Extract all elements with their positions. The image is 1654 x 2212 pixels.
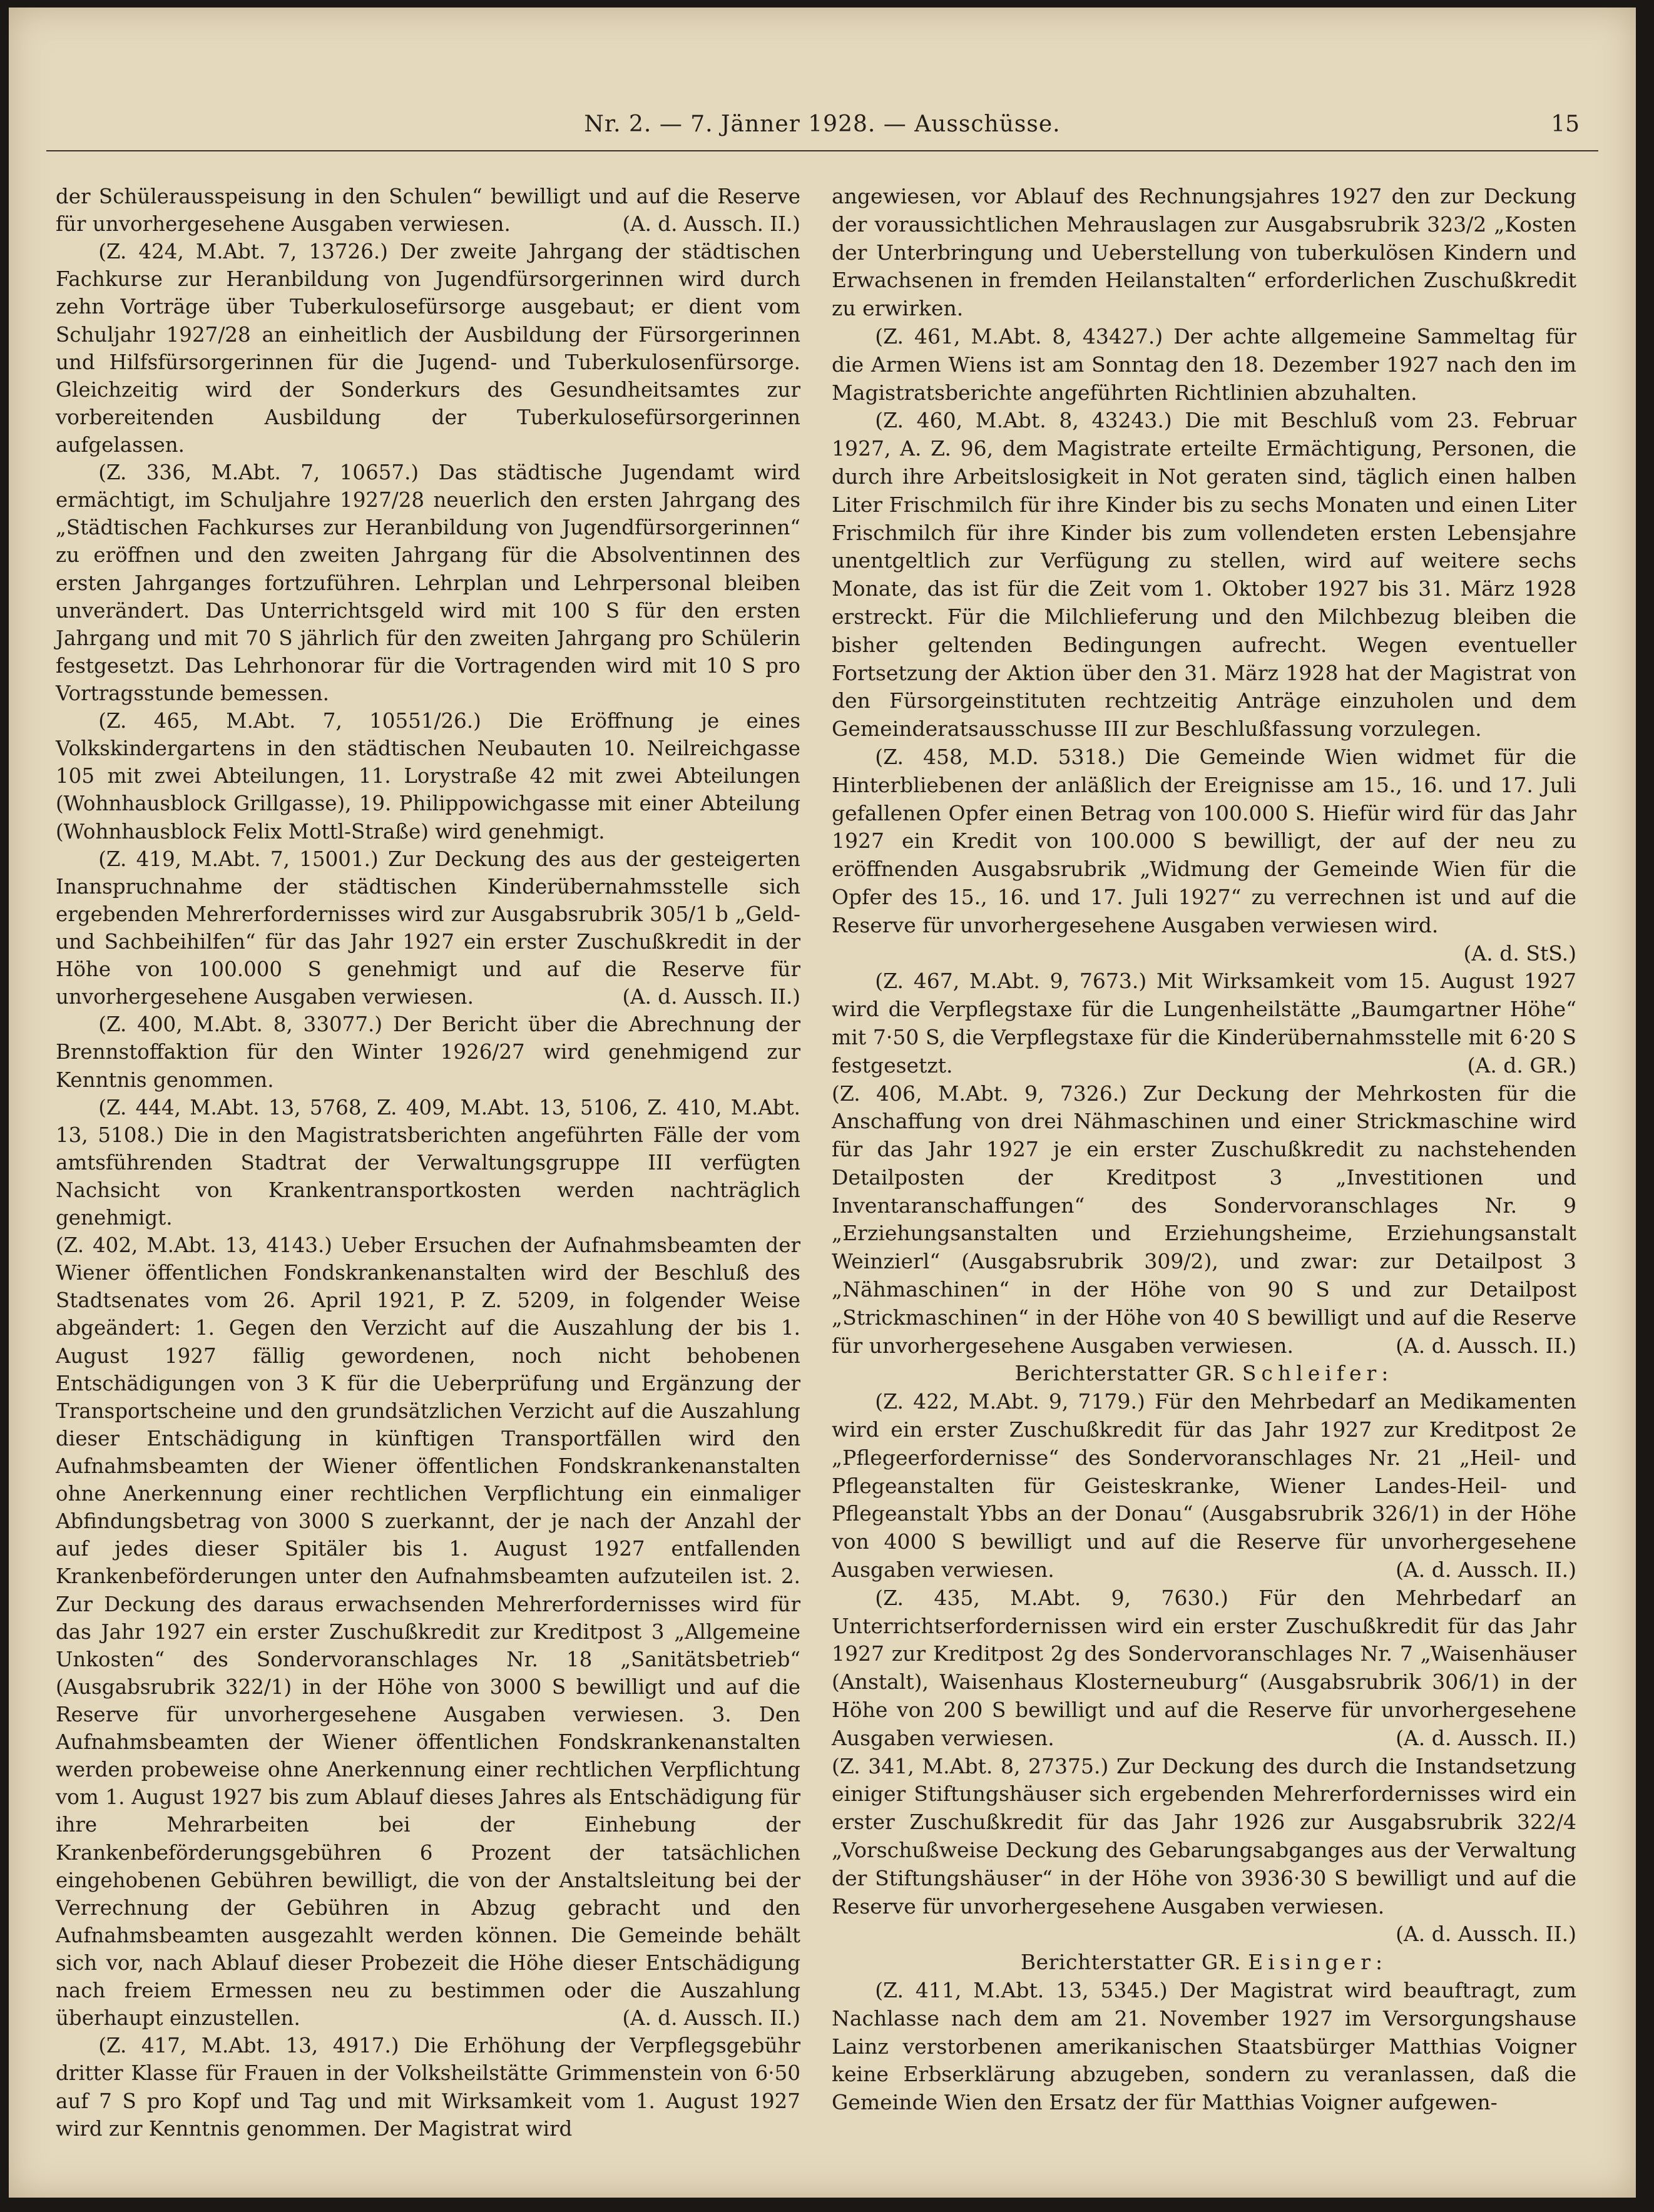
- committee-reference: (A. d. Aussch. II.): [1396, 1333, 1576, 1358]
- resolution-paragraph: [56, 459, 800, 707]
- header-divider: [46, 150, 1598, 151]
- paragraph-text: (Z. 422, M.Abt. 9, 7179.) Für den Mehrbedarf an Medikamenten wird ein erster Zuschußkredit für das Jahr 1927 zur Kreditpost 2e „Pflegeerfordernisse“ des Sondervoranschlages Nr. 21 „Heil- und Pflegeanstalten für Geisteskranke, Wiener Landes-Heil- und Pflegeanstalt Ybbs an der Donau“ (Ausgabsrubrik 326/1) in der Höhe von 4000 S bewilligt und auf die Reserve für unvorhergesehene Ausgaben verwiesen.: [832, 1389, 1576, 1583]
- resolution-paragraph: [832, 1977, 1576, 2117]
- committee-reference: (A. d. Aussch. II.): [1396, 1725, 1576, 1750]
- paragraph-text: (Z. 444, M.Abt. 13, 5768, Z. 409, M.Abt. 13, 5106, Z. 410, M.Abt. 13, 5108.) Die in den Magistratsberichten angeführten Fälle der vom amtsführenden Stadtrat der Verwaltungsgruppe III verfügten Nachsicht von Krankentransportkosten werden nachträglich genehmigt.: [56, 1095, 800, 1230]
- paragraph-text: (Z. 458, M.D. 5318.) Die Gemeinde Wien widmet für die Hinterbliebenen der anläßlich der Ereignisse am 15., 16. und 17. Juli gefallenen Opfer einen Betrag von 100.000 S. Hiefür wird für das Jahr 1927 ein Kredit von 100.000 S bewilligt, der auf der neu zu eröffnenden Ausgabsrubrik „Widmung der Gemeinde Wien für die Opfer des 15., 16. und 17. Juli 1927“ zu verrechnen ist und auf die Reserve für unvorhergesehene Ausgaben verwiesen wird.: [832, 744, 1576, 937]
- resolution-paragraph: [832, 1753, 1576, 1949]
- right-column: [832, 183, 1576, 2117]
- paragraph-text: (Z. 467, M.Abt. 9, 7673.) Mit Wirksamkeit vom 15. August 1927 wird die Verpflegstaxe für die Lungenheilstätte „Baumgartner Höhe“ mit 7·50 S, die Verpflegstaxe für die Kinderübernahmsstelle mit 6·20 S festgesetzt.: [832, 969, 1576, 1078]
- resolution-paragraph: [832, 1080, 1576, 1360]
- paragraph-text: (Z. 435, M.Abt. 9, 7630.) Für den Mehrbedarf an Unterrichtserfordernissen wird ein erster Zuschußkredit für das Jahr 1927 zur Kreditpost 2g des Sondervoranschlages Nr. 7 „Waisenhäuser (Anstalt), Waisenhaus Klosterneuburg“ (Ausgabsrubrik 306/1) in der Höhe von 200 S bewilligt und auf die Reserve für unvorhergesehene Ausgaben verwiesen.: [832, 1585, 1576, 1750]
- committee-reference: (A. d. GR.): [1467, 1052, 1576, 1078]
- resolution-paragraph: [832, 183, 1576, 323]
- page-number: 15: [1551, 111, 1580, 137]
- paragraph-text: (Z. 417, M.Abt. 13, 4917.) Die Erhöhung der Verpflegsgebühr dritter Klasse für Frauen in der Volksheilstätte Grimmenstein von 6·50 auf 7 S pro Kopf und Tag und mit Wirksamkeit vom 1. August 1927 wird zur Kenntnis genommen. Der Magistrat wird: [56, 2034, 800, 2141]
- paragraph-text: (Z. 419, M.Abt. 7, 15001.) Zur Deckung des aus der gesteigerten Inanspruchnahme der städtischen Kinderübernahmsstelle sich ergebenden Mehrerfordernisses wird zur Ausgabsrubrik 305/1 b „Geld- und Sachbeihilfen“ für das Jahr 1927 ein erster Zuschußkredit in der Höhe von 100.000 S genehmigt und auf die Reserve für unvorhergesehene Ausgaben verwiesen.: [56, 847, 800, 1009]
- paragraph-text: (Z. 411, M.Abt. 13, 5345.) Der Magistrat wird beauftragt, zum Nachlasse nach dem am 21. November 1927 im Versorgungshause Lainz verstorbenen amerikanischen Staatsbürger Matthias Voigner keine Erbserklärung abzugeben, sondern zu veranlassen, daß die Gemeinde Wien den Ersatz der für Matthias Voigner aufgewen-: [832, 1978, 1576, 2115]
- paragraph-text: der Schülerausspeisung in den Schulen“ bewilligt und auf die Reserve für unvorhergesehene Ausgaben verwiesen.: [56, 185, 800, 237]
- committee-reference: (A. d. Aussch. II.): [622, 212, 800, 237]
- paragraph-text: (Z. 460, M.Abt. 8, 43243.) Die mit Beschluß vom 23. Februar 1927, A. Z. 96, dem Magistrate erteilte Ermächtigung, Personen, die durch ihre Arbeitslosigkeit in Not geraten sind, täglich einen halben Liter Frischmilch für ihre Kinder bis zu sechs Monaten und einen Liter Frischmilch für ihre Kinder bis zum vollendeten ersten Lebensjahre unentgeltlich zur Verfügung zu stellen, wird auf weitere sechs Monate, das ist für die Zeit vom 1. Oktober 1927 bis 31. März 1928 erstreckt. Für die Milchlieferung und den Milchbezug bleiben die bisher geltenden Bedingungen aufrecht. Wegen eventueller Fortsetzung der Aktion über den 31. März 1928 hat der Magistrat von den Fürsorgeinstituten rechtzeitig Anträge einzuholen und dem Gemeinderatsausschusse III zur Beschlußfassung vorzulegen.: [832, 408, 1576, 742]
- resolution-paragraph: [832, 1584, 1576, 1753]
- paragraph-text: (Z. 406, M.Abt. 9, 7326.) Zur Deckung der Mehrkosten für die Anschaffung von drei Nähmaschinen und einer Strickmaschine wird für das Jahr 1927 je ein erster Zuschußkredit zu nachstehenden Detailposten der Kreditpost 3 „Investitionen und Inventaranschaffungen“ des Sondervoranschlages Nr. 9 „Erziehungsanstalten und Erziehungsheime, Erziehungsanstalt Weinzierl“ (Ausgabsrubrik 309/2), und zwar: zur Detailpost 3 „Nähmaschinen“ in der Höhe von 90 S und zur Detailpost „Strickmaschinen“ in der Höhe von 40 S bewilligt und auf die Reserve für unvorhergesehene Ausgaben verwiesen.: [832, 1081, 1576, 1358]
- committee-reference: (A. d. Aussch. II.): [622, 2006, 800, 2031]
- resolution-paragraph: [56, 1094, 800, 1232]
- paragraph-text: (Z. 461, M.Abt. 8, 43427.) Der achte allgemeine Sammeltag für die Armen Wiens ist am Sonntag den 18. Dezember 1927 nach den im Magistratsberichte angeführten Richtlinien abzuhalten.: [832, 324, 1576, 405]
- resolution-paragraph: [56, 1231, 800, 2032]
- resolution-paragraph: [832, 743, 1576, 967]
- paragraph-text: (Z. 400, M.Abt. 8, 33077.) Der Bericht über die Abrechnung der Brennstoffaktion für den Winter 1926/27 wird genehmigend zur Kenntnis genommen.: [56, 1012, 800, 1092]
- paragraph-text: (Z. 402, M.Abt. 13, 4143.) Ueber Ersuchen der Aufnahmsbeamten der Wiener öffentlichen Fondskrankenanstalten wird der Beschluß des Stadtsenates vom 26. April 1921, P. Z. 5209, in folgender Weise abgeändert: 1. Gegen den Verzicht auf die Auszahlung der bis 1. August 1927 fällig gewordenen, noch nicht behobenen Entschädigungen von 3 K für die Ueberprüfung und Ergänzung der Transportscheine und den grundsätzlichen Verzicht auf die Auszahlung dieser Entschädigung in künftigen Transportfällen wird den Aufnahmsbeamten der Wiener öffentlichen Fondskrankenanstalten ohne Anerkennung einer rechtlichen Verpflichtung ein einmaliger Abfindungsbetrag von 3000 S zuerkannt, der je nach der Anzahl der auf jedes dieser Spitäler bis 1. August 1927 entfallenden Krankenbeförderungen unter den Aufnahmsbeamten aufzuteilen ist. 2. Zur Deckung des daraus erwachsenden Mehrerfordernisses wird für das Jahr 1927 ein erster Zuschußkredit zur Kreditpost 3 „Allgemeine Unkosten“ des Sondervoranschlages Nr. 18 „Sanitätsbetrieb“ (Ausgabsrubrik 322/1) in der Höhe von 3000 S bewilligt und auf die Reserve für unvorhergesehene Ausgaben verwiesen. 3. Den Aufnahmsbeamten der Wiener öffentlichen Fondskrankenanstalten werden probeweise ohne Anerkennung einer rechtlichen Verpflichtung vom 1. August 1927 bis zum Ablauf dieses Jahres als Entschädigung für ihre Mehrarbeiten bei der Einhebung der Krankenbeförderungsgebühren 6 Prozent der tatsächlichen eingehobenen Gebühren bewilligt, die von der Anstaltsleitung bei der Verrechnung der Gebühren in Abzug gebracht und den Aufnahmsbeamten ausgezahlt werden können. Die Gemeinde behält sich vor, nach Ablauf dieser Probezeit die Höhe dieser Entschädigung nach freiem Ermessen neu zu bestimmen oder die Auszahlung überhaupt einzustellen.: [56, 1233, 800, 2031]
- reporter-prefix: Berichterstatter GR.: [1014, 1361, 1235, 1386]
- page-header: [46, 101, 1598, 151]
- resolution-paragraph: [56, 2032, 800, 2142]
- resolution-paragraph: [56, 238, 800, 459]
- committee-reference: (A. d. Aussch. II.): [622, 985, 800, 1009]
- resolution-paragraph: [832, 967, 1576, 1079]
- paragraph-text: (Z. 424, M.Abt. 7, 13726.) Der zweite Jahrgang der städtischen Fachkurse zur Heranbildung von Jugendfürsorgerinnen wird durch zehn Vorträge über Tuberkulosefürsorge ausgebaut; er dient vom Schuljahr 1927/28 an einheitlich der Ausbildung der Fürsorgerinnen und Hilfsfürsorgerinnen für die Jugend- und Tuberkulosenfürsorge. Gleichzeitig wird der Sonderkurs des Gesundheitsamtes zur vorbereitenden Ausbildung der Tuberkulosefürsorgerinnen aufgelassen.: [56, 240, 800, 457]
- resolution-paragraph: [56, 707, 800, 845]
- header-title: Nr. 2. — 7. Jänner 1928. — Ausschüsse.: [584, 111, 1061, 137]
- paragraph-text: (Z. 336, M.Abt. 7, 10657.) Das städtische Jugendamt wird ermächtigt, im Schuljahre 1927/28 neuerlich den ersten Jahrgang des „Städtischen Fachkurses zur Heranbildung von Jugendfürsorgerinnen“ zu eröffnen und den zweiten Jahrgang für die Absolventinnen des ersten Jahrganges fortzuführen. Lehrplan und Lehrpersonal bleiben unverändert. Das Unterrichtsgeld wird mit 100 S für den ersten Jahrgang und mit 70 S jährlich für den zweiten Jahrgang pro Schülerin festgesetzt. Das Lehrhonorar für die Vortragenden wird mit 10 S pro Vortragsstunde bemessen.: [56, 461, 800, 705]
- committee-reference: (A. d. Aussch. II.): [1396, 1557, 1576, 1583]
- resolution-paragraph: [832, 407, 1576, 743]
- resolution-paragraph: [56, 845, 800, 1011]
- paragraph-text: angewiesen, vor Ablauf des Rechnungsjahres 1927 den zur Deckung der voraussichtlichen Mehrauslagen zur Ausgabsrubrik 323/2 „Kosten der Unterbringung und Ueberstellung von tuberkulösen Kindern und Erwachsenen in fremden Heilanstalten“ erforderlichen Zuschußkredit zu erwirken.: [832, 184, 1576, 321]
- committee-reference: (A. d. StS.): [1463, 940, 1576, 966]
- left-column: [56, 183, 800, 2143]
- reporter-heading: [832, 1360, 1576, 1388]
- reporter-heading: [832, 1949, 1576, 1977]
- paragraph-text: (Z. 465, M.Abt. 7, 10551/26.) Die Eröffnung je eines Volkskindergartens in den städtischen Neubauten 10. Neilreichgasse 105 mit zwei Abteilungen, 11. Lorystraße 42 mit zwei Abteilungen (Wohnhausblock Grillgasse), 19. Philippowichgasse mit einer Abteilung (Wohnhausblock Felix Mottl-Straße) wird genehmigt.: [56, 709, 800, 844]
- resolution-paragraph: [832, 1388, 1576, 1584]
- reporter-name: Schleifer:: [1242, 1361, 1394, 1386]
- newspaper-page: [9, 8, 1636, 2198]
- resolution-paragraph: [56, 1011, 800, 1093]
- reporter-name: Eisinger:: [1248, 1950, 1388, 1975]
- committee-reference: (A. d. Aussch. II.): [1396, 1922, 1576, 1947]
- resolution-paragraph: [832, 323, 1576, 407]
- reporter-prefix: Berichterstatter GR.: [1020, 1950, 1242, 1975]
- paragraph-text: (Z. 341, M.Abt. 8, 27375.) Zur Deckung des durch die Instandsetzung einiger Stiftungshäuser sich ergebenden Mehrerfordernisses wird ein erster Zuschußkredit für das Jahr 1926 zur Ausgabsrubrik 322/4 „Vorschußweise Deckung des Gebarungsabganges aus der Verwaltung der Stiftungshäuser“ in der Höhe von 3936·30 S bewilligt und auf die Reserve für unvorhergesehene Ausgaben verwiesen.: [832, 1753, 1576, 1919]
- resolution-paragraph: [56, 183, 800, 238]
